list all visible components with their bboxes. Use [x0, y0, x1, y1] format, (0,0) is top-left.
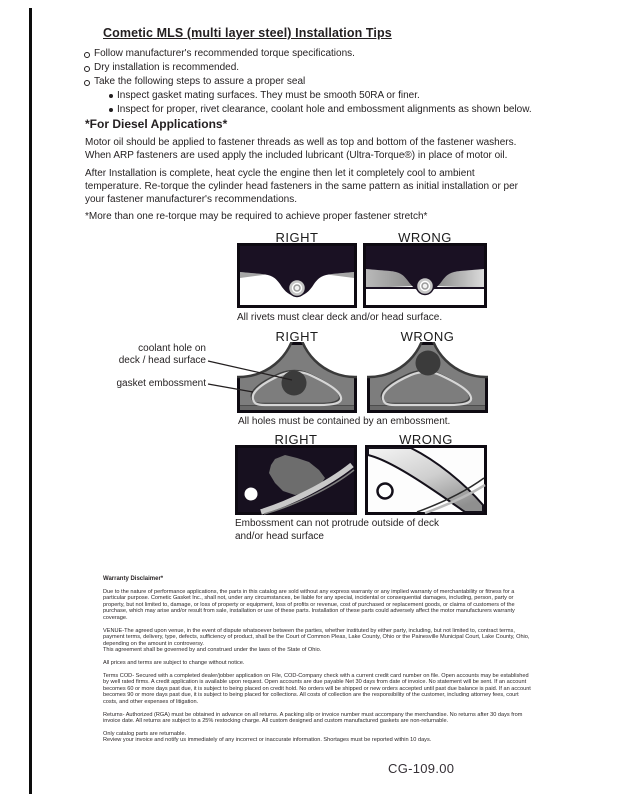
retorque-note: *More than one re-torque may be required to achieve proper fastener stretch* [85, 211, 428, 222]
tip-item [84, 47, 532, 61]
legal-paragraph: Due to the nature of performance applications, the parts in this catalog are sold without any express warranty or any implied warranty of merchantability or fitness for a particular purpose. Cometic Gasket Inc., shall not, under any circumstances, be liable for any special, incidental or consequential damages, including, person, party or property, but not limited to, damage, or loss of property or equipment, loss of profits or revenue, cost of purchased or replacement goods, or claims of customers of the purchase, which may arise and/or result from sale, installation or use of these parts. Installation of these parts could adversely affect the motor manufacturers warranty coverage. [103, 588, 515, 621]
embossment-wrong-image [365, 445, 487, 515]
holes-caption: All holes must be contained by an embossment. [238, 416, 451, 427]
coolant-hole-callout: coolant hole on deck / head surface [118, 343, 206, 366]
diesel-paragraph-1: Motor oil should be applied to fastener threads as well as top and bottom of the fastener washers. When ARP fasteners are used apply the included lubricant (Ultra-Torque®) in place of motor oil. [85, 137, 517, 161]
tip-subitem [109, 103, 532, 117]
page-code: CG-109.00 [388, 761, 455, 776]
right-label: RIGHT [275, 329, 319, 344]
rivet-clearance-right-image [237, 243, 357, 308]
diesel-paragraph-2: After Installation is complete, heat cycle the engine then let it completely cool to ambient temperature. Re-torque the cylinder head fasteners in the same pattern as initial installation or per your fastener manufacturer's recommendations. [85, 168, 519, 205]
coolant-hole-icon [416, 351, 441, 376]
tip-item-label: Dry installation is recommended. [94, 62, 240, 73]
bolt-hole-icon [378, 484, 393, 499]
right-label: RIGHT [274, 432, 318, 447]
circle-bullet-icon [84, 52, 90, 58]
legal-paragraph: Review your invoice and notify us immediately of any incorrect or inaccurate information. Shortages must be reported within 10 days. [103, 737, 432, 744]
gasket-embossment-callout: gasket embossment [116, 378, 206, 389]
legal-paragraph: Terms COD- Secured with a completed dealer/jobber application on File, COD-Company check with a current credit card number on file. Open accounts may be established by well rated firms. A credit application is available upon request. Open accounts are due payable Net 30 days from date of invoice. No statement will be sent. If an account becomes 60 or more days past due, it is subject to being placed on credit hold. No orders will be shipped or new orders accepted until past due balance is paid. If an account becomes 90 or more days past due, it is subject to being placed for collections. All costs of collection are the responsibility of the customer, including attorney fees, court costs, and other expenses of litigation. [103, 672, 531, 705]
legal-paragraph: Returns- Authorized (RGA) must be obtained in advance on all returns. A packing slip or invoice number must accompany the merchandise. No returns after 30 days from invoice date. All returns are subject to a 25% restocking charge. All custom designed and custom manufactured gaskets are non-returnable. [103, 711, 523, 725]
diesel-applications-heading: *For Diesel Applications* [85, 117, 228, 131]
warranty-disclaimer-heading: Warranty Disclaimer* [103, 576, 164, 582]
tip-item-label: Take the following steps to assure a proper seal [94, 76, 306, 87]
dot-bullet-icon [109, 94, 113, 98]
legal-paragraph: All prices and terms are subject to change without notice. [103, 659, 245, 666]
tip-subitem [109, 89, 532, 103]
tip-item-label: Follow manufacturer's recommended torque specifications. [94, 48, 355, 59]
coolant-hole-right-image [237, 342, 357, 413]
tip-item [84, 61, 532, 75]
tip-item [84, 75, 532, 89]
page-title: Cometic MLS (multi layer steel) Installation Tips [103, 26, 392, 40]
right-label: RIGHT [275, 230, 319, 245]
legal-paragraph: This agreement shall be governed by and construed under the laws of the State of Ohio. [103, 647, 322, 654]
legal-paragraph: Only catalog parts are returnable. [103, 730, 187, 737]
bolt-hole-icon [245, 488, 258, 501]
tip-subitem-label: Inspect for proper, rivet clearance, coolant hole and embossment alignments as shown below. [117, 104, 532, 115]
wrong-label: WRONG [398, 230, 452, 245]
circle-bullet-icon [84, 80, 90, 86]
embossment-right-image [235, 445, 357, 515]
coolant-hole-wrong-image [367, 342, 488, 413]
dot-bullet-icon [109, 108, 113, 112]
circle-bullet-icon [84, 66, 90, 72]
warranty-disclaimer-section [103, 576, 533, 750]
left-edge-rule [29, 8, 32, 794]
rivet-clearance-wrong-image [363, 243, 487, 308]
installation-tips-list [84, 47, 532, 117]
legal-paragraph: VENUE-The agreed upon venue, in the event of dispute whatsoever between the parties, whether instituted by either party, including, but not limited to, contract terms, payment terms, delivery, type, defects, sufficiency of product, shall be the Court of Common Pleas, Lake County, Ohio or the Painesville Municipal Court, Lake County, Ohio, depending on the amount in controversy. [103, 627, 530, 647]
wrong-label: WRONG [399, 432, 453, 447]
wrong-label: WRONG [400, 329, 455, 344]
tip-subitem-label: Inspect gasket mating surfaces. They must be smooth 50RA or finer. [117, 90, 420, 101]
coolant-hole-icon [282, 371, 307, 396]
embossment-caption: Embossment can not protrude outside of deck and/or head surface [235, 518, 440, 542]
rivet-caption: All rivets must clear deck and/or head surface. [237, 312, 443, 323]
